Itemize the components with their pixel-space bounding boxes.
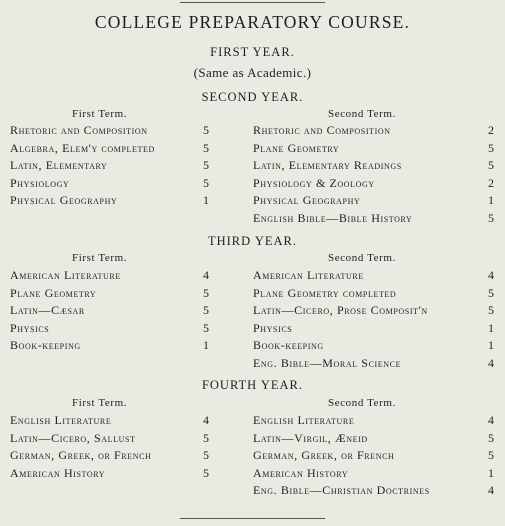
subject-name: Book-keeping	[10, 338, 81, 352]
hours-value: 5	[203, 430, 209, 445]
subject-name: Physical Geography	[253, 193, 361, 207]
hours-value: 5	[488, 158, 494, 172]
hours-value: 5	[488, 285, 494, 300]
subject-name: Book-keeping	[253, 338, 324, 352]
subject-name: Physics	[10, 320, 50, 335]
first-year-note: (Same as Academic.)	[193, 65, 312, 80]
second-year-first-term-label: First Term.	[72, 108, 128, 120]
bottom-rule	[180, 518, 325, 519]
hours-value: 5	[203, 303, 209, 317]
hours-value: 5	[203, 175, 209, 190]
hours-value: 1	[488, 465, 494, 480]
hours-value: 5	[488, 448, 494, 462]
subject-name: Plane Geometry	[253, 140, 340, 155]
third-year-first-term-label: First Term.	[72, 252, 128, 264]
second-year-second-term-label: Second Term.	[328, 108, 396, 120]
hours-value: 1	[488, 193, 494, 207]
subject-name: Algebra, Elem'y completed	[10, 140, 155, 155]
subject-name: American History	[253, 465, 349, 480]
subject-name: Physiology	[10, 175, 70, 190]
subject-name: American History	[10, 465, 106, 480]
subject-name: Plane Geometry completed	[253, 285, 397, 300]
subject-name: Latin—Cicero, Sallust	[10, 430, 136, 445]
subject-name: English Literature	[10, 413, 112, 427]
hours-value: 5	[203, 285, 209, 300]
subject-name: English Literature	[253, 413, 355, 427]
fourth-year-first-term-label: First Term.	[72, 397, 128, 409]
hours-value: 5	[488, 140, 494, 155]
subject-name: Rhetoric and Composition	[253, 123, 391, 137]
hours-value: 1	[488, 338, 494, 352]
subject-name: German, Greek, or French	[10, 448, 152, 462]
hours-value: 5	[203, 320, 209, 335]
hours-value: 5	[203, 123, 209, 137]
third-year-heading: THIRD YEAR.	[207, 234, 297, 248]
first-year-heading: FIRST YEAR.	[210, 45, 295, 59]
subject-name: Latin—Virgil, Æneid	[253, 430, 368, 445]
subject-name: Eng. Bible—Christian Doctrines	[253, 483, 430, 497]
hours-value: 5	[488, 430, 494, 445]
hours-value: 5	[203, 465, 209, 480]
hours-value: 4	[488, 355, 494, 370]
hours-value: 1	[203, 193, 209, 207]
subject-name: American Literature	[253, 268, 364, 282]
subject-name: Latin, Elementary Readings	[253, 158, 402, 172]
third-year-second-term-label: Second Term.	[328, 252, 396, 264]
hours-value: 4	[488, 268, 494, 282]
fourth-year-heading: FOURTH YEAR.	[201, 378, 304, 392]
subject-name: Physiology & Zoology	[253, 175, 375, 190]
hours-value: 5	[203, 448, 209, 462]
subject-name: Rhetoric and Composition	[10, 123, 148, 137]
subject-name: Plane Geometry	[10, 285, 97, 300]
hours-value: 5	[203, 140, 209, 155]
hours-value: 5	[488, 210, 494, 225]
hours-value: 4	[203, 268, 209, 282]
top-rule	[180, 2, 325, 3]
hours-value: 2	[488, 175, 494, 190]
second-year-heading: SECOND YEAR.	[201, 90, 304, 104]
hours-value: 4	[488, 483, 494, 497]
hours-value: 1	[488, 320, 494, 335]
fourth-year-second-term-label: Second Term.	[328, 397, 396, 409]
subject-name: Latin, Elementary	[10, 158, 108, 172]
hours-value: 5	[488, 303, 494, 317]
subject-name: American Literature	[10, 268, 121, 282]
hours-value: 4	[203, 413, 209, 427]
subject-name: English Bible—Bible History	[253, 210, 413, 225]
hours-value: 1	[203, 338, 209, 352]
page-title: COLLEGE PREPARATORY COURSE.	[94, 12, 411, 32]
subject-name: Physics	[253, 320, 293, 335]
subject-name: Physical Geography	[10, 193, 118, 207]
subject-name: German, Greek, or French	[253, 448, 395, 462]
subject-name: Eng. Bible—Moral Science	[253, 355, 402, 370]
subject-name: Latin—Cicero, Prose Composit'n	[253, 303, 428, 317]
hours-value: 4	[488, 413, 494, 427]
hours-value: 5	[203, 158, 209, 172]
subject-name: Latin—Cæsar	[10, 303, 85, 317]
hours-value: 2	[488, 123, 494, 137]
